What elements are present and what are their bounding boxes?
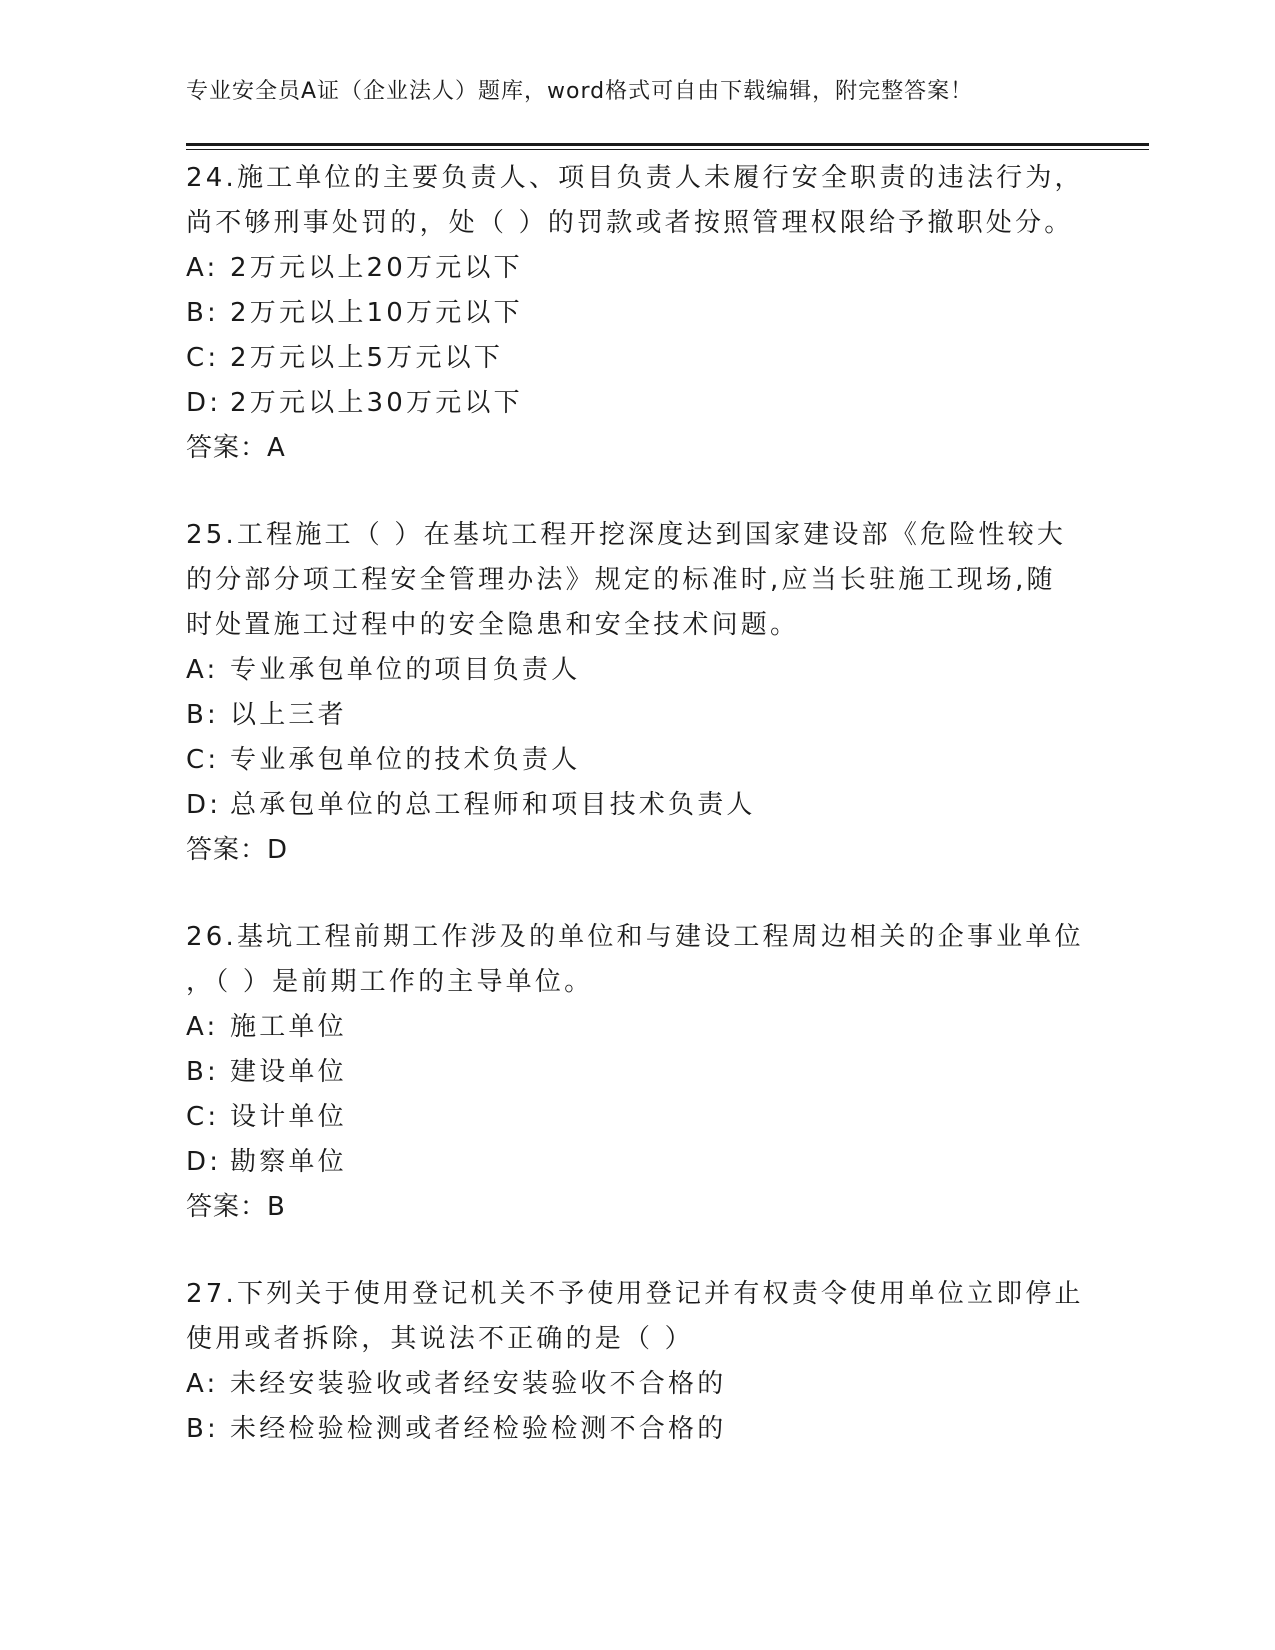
question-stem-line: 时处置施工过程中的安全隐患和安全技术问题。	[186, 610, 800, 640]
option-text: 未经安装验收或者经安装验收不合格的	[230, 1369, 727, 1399]
option-letter: B:	[186, 700, 219, 730]
question-27	[186, 1272, 1086, 1452]
option-text: 2万元以上20万元以下	[230, 253, 523, 283]
option-letter: C:	[186, 343, 220, 373]
option-letter: D:	[186, 388, 222, 418]
answer-line: 答案：B	[186, 1192, 286, 1222]
question-stem	[186, 513, 1086, 648]
option-d	[186, 1140, 1086, 1185]
option-letter: A:	[186, 1369, 219, 1399]
header-divider	[186, 143, 1149, 150]
option-text: 建设单位	[230, 1057, 347, 1087]
question-26	[186, 915, 1086, 1230]
option-a	[186, 246, 1086, 291]
option-b	[186, 291, 1086, 336]
option-text: 未经检验检测或者经检验检测不合格的	[230, 1414, 727, 1444]
question-stem-line: 的分部分项工程安全管理办法》规定的标准时,应当长驻施工现场,随	[186, 565, 1056, 595]
option-letter: B:	[186, 1057, 219, 1087]
question-stem	[186, 1272, 1086, 1362]
question-stem-line: 尚不够刑事处罚的，处（ ）的罚款或者按照管理权限给予撤职处分。	[186, 208, 1074, 238]
question-stem	[186, 156, 1086, 246]
option-text: 2万元以上30万元以下	[230, 388, 523, 418]
option-text: 2万元以上5万元以下	[230, 343, 504, 373]
option-text: 施工单位	[230, 1012, 347, 1042]
option-text: 设计单位	[230, 1102, 347, 1132]
option-letter: C:	[186, 745, 220, 775]
option-text: 2万元以上10万元以下	[230, 298, 523, 328]
option-letter: B:	[186, 298, 219, 328]
option-b	[186, 1407, 1086, 1452]
option-text: 总承包单位的总工程师和项目技术负责人	[230, 790, 756, 820]
question-stem-line: 26.基坑工程前期工作涉及的单位和与建设工程周边相关的企事业单位	[186, 922, 1084, 952]
question-stem-line: 使用或者拆除，其说法不正确的是（ ）	[186, 1324, 694, 1354]
question-25	[186, 513, 1086, 873]
option-c	[186, 738, 1086, 783]
answer-line: 答案：D	[186, 835, 289, 865]
option-letter: A:	[186, 253, 219, 283]
question-stem	[186, 915, 1086, 1005]
option-text: 专业承包单位的项目负责人	[230, 655, 581, 685]
page-header: 专业安全员A证（企业法人）题库，word格式可自由下载编辑，附完整答案！	[186, 79, 974, 104]
question-stem-line: ，（ ）是前期工作的主导单位。	[186, 967, 594, 997]
option-letter: A:	[186, 655, 219, 685]
option-a	[186, 1005, 1086, 1050]
option-text: 勘察单位	[230, 1147, 347, 1177]
option-letter: B:	[186, 1414, 219, 1444]
question-24	[186, 156, 1086, 471]
option-letter: D:	[186, 790, 222, 820]
option-a	[186, 648, 1086, 693]
question-stem-line: 27.下列关于使用登记机关不予使用登记并有权责令使用单位立即停止	[186, 1279, 1084, 1309]
option-text: 专业承包单位的技术负责人	[230, 745, 581, 775]
option-c	[186, 1095, 1086, 1140]
option-letter: A:	[186, 1012, 219, 1042]
option-b	[186, 693, 1086, 738]
option-a	[186, 1362, 1086, 1407]
option-letter: C:	[186, 1102, 220, 1132]
question-list	[186, 156, 1086, 1494]
option-b	[186, 1050, 1086, 1095]
option-c	[186, 336, 1086, 381]
option-d	[186, 783, 1086, 828]
option-text: 以上三者	[230, 700, 347, 730]
option-d	[186, 381, 1086, 426]
answer-line: 答案：A	[186, 433, 286, 463]
question-stem-line: 24.施工单位的主要负责人、项目负责人未履行安全职责的违法行为，	[186, 163, 1084, 193]
question-stem-line: 25.工程施工（ ）在基坑工程开挖深度达到国家建设部《危险性较大	[186, 520, 1067, 550]
option-letter: D:	[186, 1147, 222, 1177]
